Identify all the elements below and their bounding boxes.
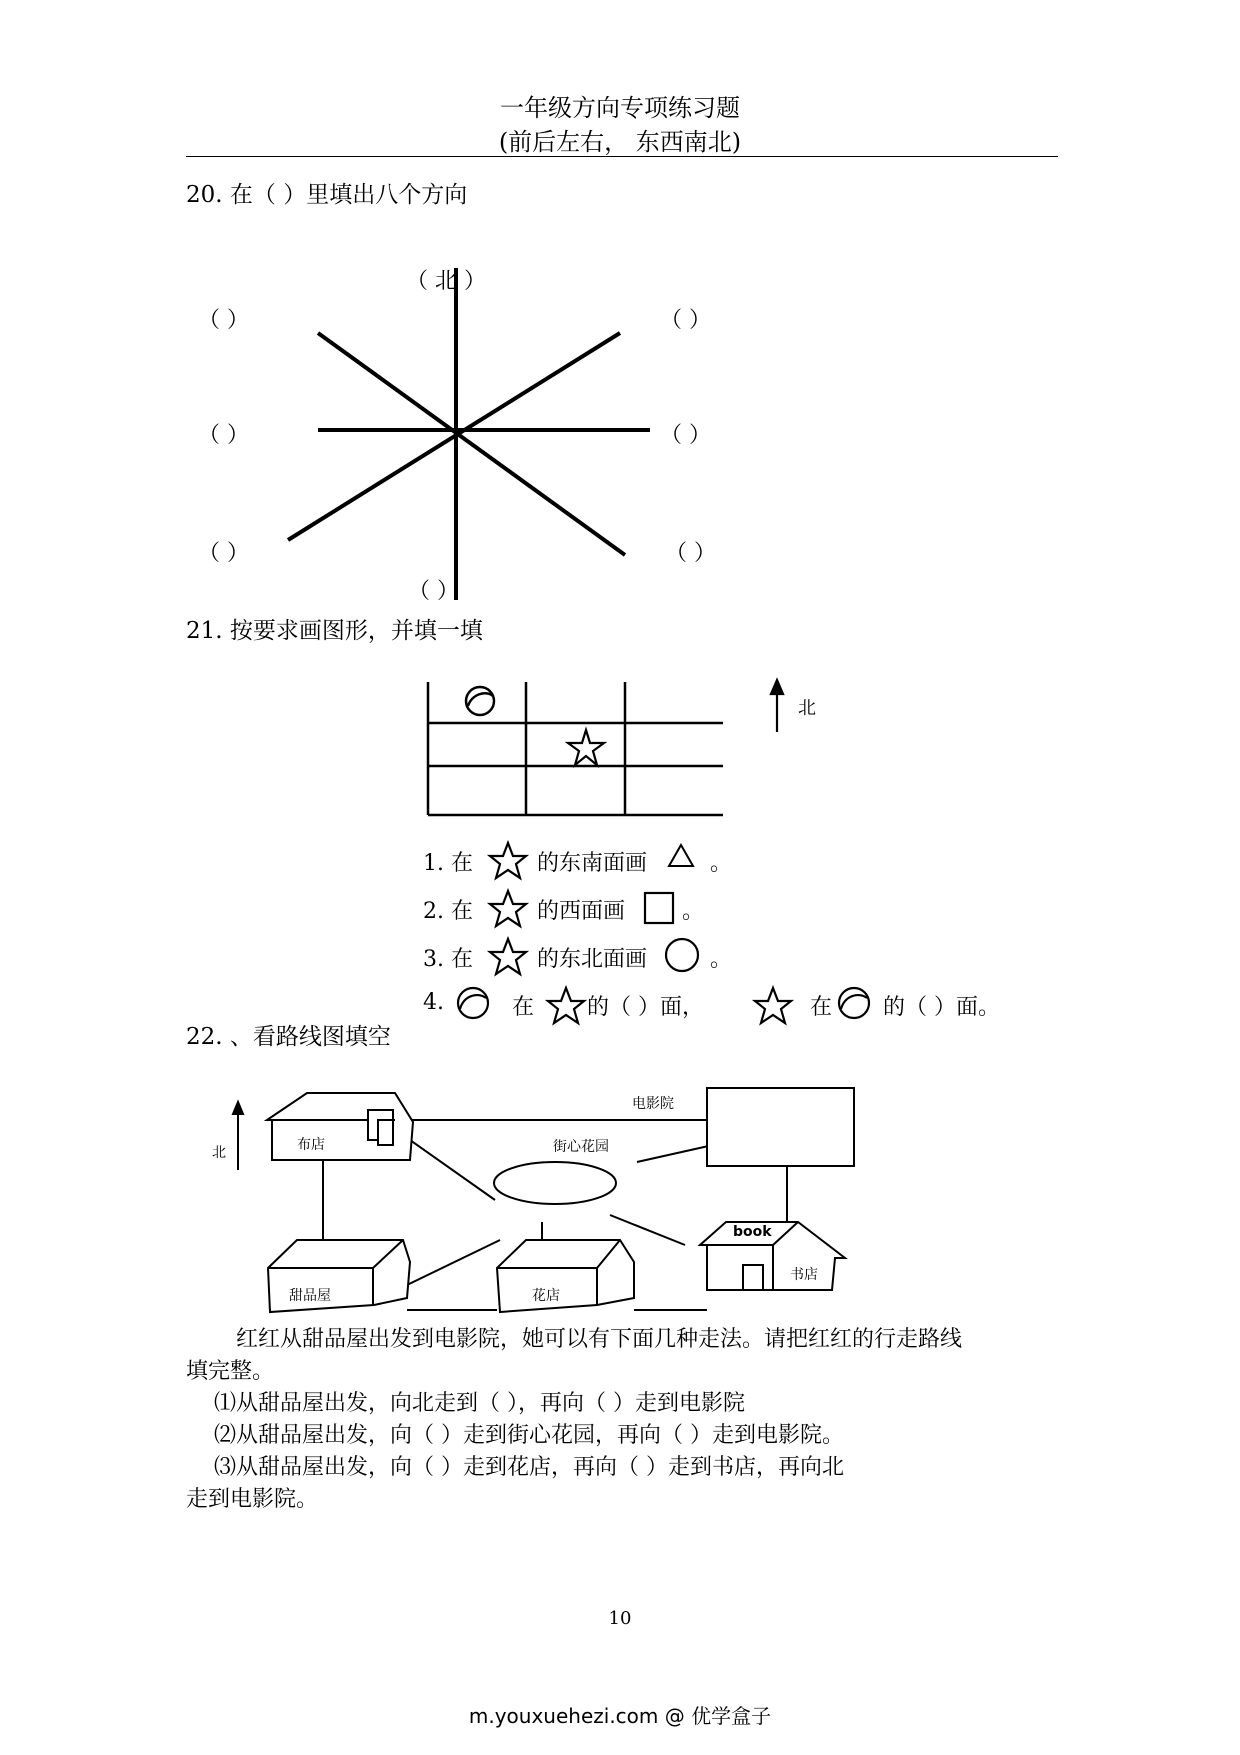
compass-blank-east: （ ） bbox=[660, 423, 711, 448]
q22-north-label: 北 bbox=[212, 1145, 226, 1161]
page-title: 一年级方向专项练习题 bbox=[500, 94, 740, 122]
route-map bbox=[233, 1088, 854, 1312]
q21-item4-part2: 的（ ）面， bbox=[587, 995, 704, 1020]
q21-item3-end: 。 bbox=[710, 947, 733, 972]
q21-item2-end: 。 bbox=[682, 899, 705, 924]
page-number: 10 bbox=[608, 1608, 632, 1629]
circle-icon bbox=[666, 939, 698, 971]
compass-blank-northeast: （ ） bbox=[660, 308, 711, 333]
footer-watermark: m.youxuehezi.com @ 优学盒子 bbox=[468, 1704, 772, 1728]
q21-item1-end: 。 bbox=[710, 851, 733, 876]
place-garden: 街心花园 bbox=[553, 1139, 609, 1155]
star-icon bbox=[755, 988, 791, 1023]
q22-prompt: 22. 、看路线图填空 bbox=[186, 1024, 391, 1050]
star-icon bbox=[490, 891, 526, 926]
q21-item3-text: 的东北面画 bbox=[537, 947, 648, 972]
compass-label-north: （ 北 ） bbox=[406, 269, 486, 294]
q20-prompt: 20. 在（ ）里填出八个方向 bbox=[186, 182, 468, 208]
q22-route-3-cont: 走到电影院。 bbox=[186, 1487, 319, 1512]
triangle-icon bbox=[669, 845, 693, 866]
q21-item4-part4: 的（ ）面。 bbox=[883, 995, 1000, 1020]
place-book-sign: book bbox=[733, 1224, 772, 1240]
place-flower-shop: 花店 bbox=[532, 1288, 560, 1304]
q21-item1-text: 的东南面画 bbox=[537, 851, 648, 876]
q21-item2-text: 的西面画 bbox=[537, 899, 626, 924]
star-icon bbox=[490, 939, 526, 974]
moon-shape-icon bbox=[839, 988, 869, 1018]
q22-route-1: ⑴从甜品屋出发，向北走到（ ），再向（ ）走到电影院 bbox=[214, 1391, 745, 1416]
place-dessert-house: 甜品屋 bbox=[289, 1288, 331, 1304]
place-cinema: 电影院 bbox=[632, 1096, 674, 1112]
q22-route-3: ⑶从甜品屋出发，向（ ）走到花店，再向（ ）走到书店，再向北 bbox=[214, 1455, 844, 1480]
place-bookstore: 书店 bbox=[790, 1267, 818, 1283]
star-icon bbox=[548, 988, 584, 1023]
compass-blank-southwest: （ ） bbox=[198, 541, 249, 566]
q21-item1-num: 1. 在 bbox=[423, 851, 473, 876]
q21-item4-num: 4. bbox=[423, 990, 444, 1015]
q21-item4-part3: 在 bbox=[810, 995, 833, 1020]
star-icon bbox=[490, 843, 526, 878]
q22-route-2: ⑵从甜品屋出发，向（ ）走到街心花园，再向（ ）走到电影院。 bbox=[214, 1423, 844, 1448]
q22-intro-line2: 填完整。 bbox=[186, 1359, 275, 1384]
compass-blank-southeast: （ ） bbox=[665, 541, 716, 566]
page-subtitle: (前后左右， 东西南北) bbox=[498, 128, 742, 156]
compass-blank-south: （ ） bbox=[408, 579, 459, 604]
compass-rose bbox=[288, 268, 650, 600]
q21-item2-num: 2. 在 bbox=[423, 899, 473, 924]
compass-blank-northwest: （ ） bbox=[198, 308, 249, 333]
q21-item4-part1: 在 bbox=[512, 995, 535, 1020]
star-icon bbox=[568, 730, 604, 765]
q21-prompt: 21. 按要求画图形，并填一填 bbox=[186, 618, 483, 644]
place-cloth-shop: 布店 bbox=[297, 1137, 325, 1153]
q21-north-label: 北 bbox=[798, 698, 816, 719]
compass-blank-west: （ ） bbox=[198, 423, 249, 448]
q22-intro-line1: 红红从甜品屋出发到电影院，她可以有下面几种走法。请把红红的行走路线 bbox=[236, 1327, 963, 1352]
moon-shape-icon bbox=[466, 687, 494, 715]
moon-shape-icon bbox=[458, 988, 488, 1018]
square-icon bbox=[645, 893, 673, 923]
north-arrow-icon bbox=[771, 680, 783, 732]
q21-item3-num: 3. 在 bbox=[423, 947, 473, 972]
